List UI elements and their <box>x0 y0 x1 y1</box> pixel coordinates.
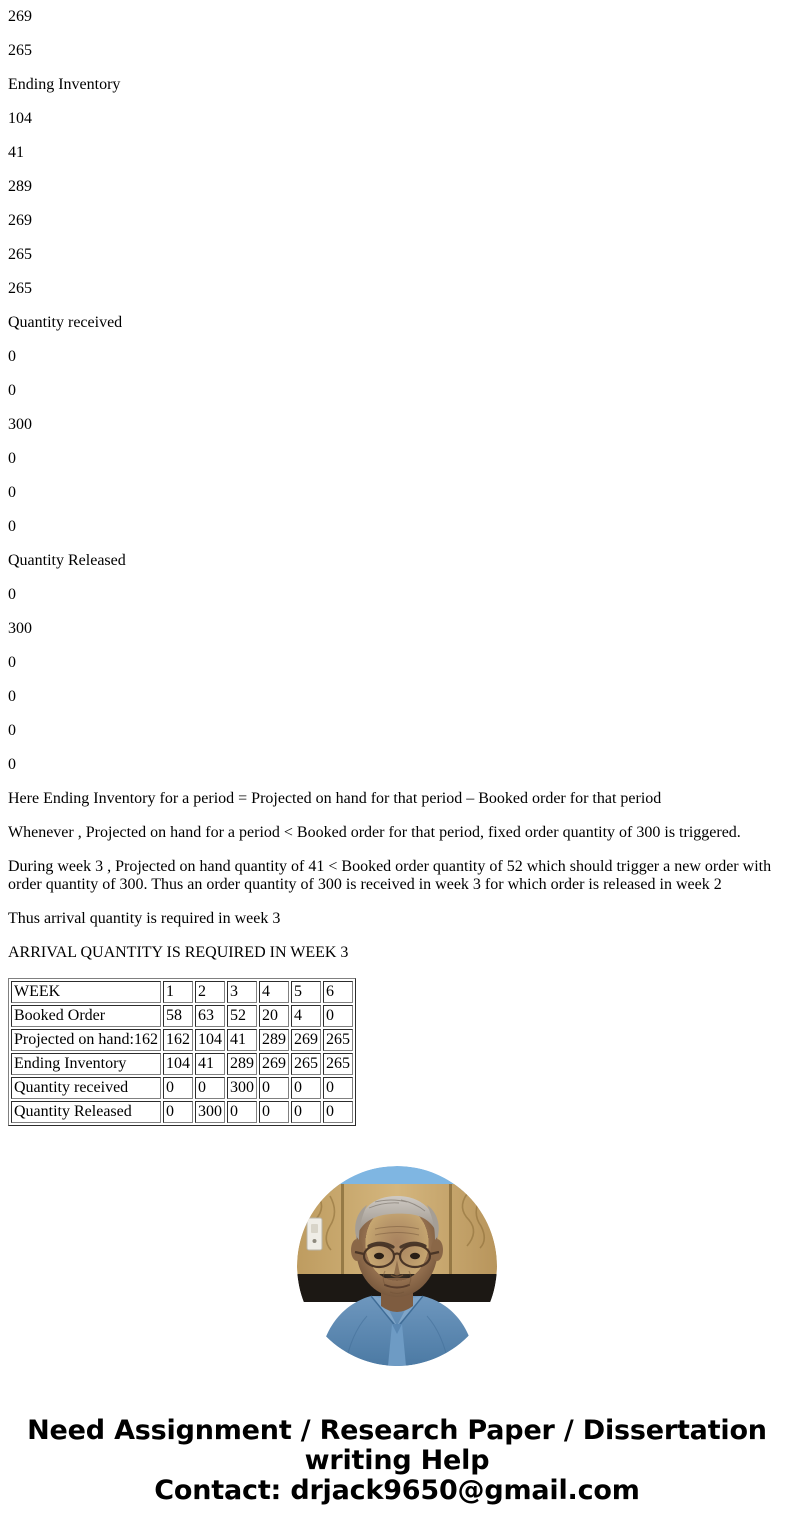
explanation-paragraph: During week 3 , Projected on hand quantity of 41 < Booked order quantity of 52 which should trigger a new order with order quantity of 300. Thus an order quantity of 300 is received in week 3 for which order is released in week 2 <box>8 858 772 893</box>
value-line: 0 <box>8 688 16 705</box>
table-cell: 58 <box>163 1005 193 1027</box>
table-cell: 289 <box>227 1053 257 1075</box>
value-line: 289 <box>8 178 32 195</box>
value-line: 0 <box>8 756 16 773</box>
table-cell: 4 <box>291 1005 321 1027</box>
table-cell: 265 <box>323 1029 353 1051</box>
table-row <box>11 1005 353 1027</box>
table-row <box>11 1077 353 1099</box>
table-cell: 162 <box>163 1029 193 1051</box>
table-cell: 0 <box>163 1101 193 1123</box>
value-line: 265 <box>8 280 32 297</box>
table-cell: 0 <box>291 1077 321 1099</box>
table-cell: 5 <box>291 981 321 1003</box>
table-cell: 104 <box>195 1029 225 1051</box>
table-cell: 0 <box>259 1101 289 1123</box>
table-cell: 63 <box>195 1005 225 1027</box>
value-line: 300 <box>8 416 32 433</box>
table-cell: 6 <box>323 981 353 1003</box>
section-label-ending-inventory: Ending Inventory <box>8 76 121 93</box>
value-line: 0 <box>8 382 16 399</box>
table-cell: 0 <box>163 1077 193 1099</box>
row-label: Quantity Released <box>11 1101 161 1123</box>
promo-line-2: writing Help <box>304 1445 490 1476</box>
value-line: 41 <box>8 144 24 161</box>
table-cell: 20 <box>259 1005 289 1027</box>
promo-contact-line: Contact: drjack9650@gmail.com <box>154 1475 640 1506</box>
promo-footer <box>8 1416 786 1506</box>
table-row <box>11 1029 353 1051</box>
row-label: Booked Order <box>11 1005 161 1027</box>
promo-line-1: Need Assignment / Research Paper / Dissertation <box>27 1415 767 1446</box>
table-cell: 300 <box>195 1101 225 1123</box>
table-cell: 2 <box>195 981 225 1003</box>
value-line: 0 <box>8 654 16 671</box>
value-line: 269 <box>8 212 32 229</box>
row-label: Projected on hand:162 <box>11 1029 161 1051</box>
table-cell: 265 <box>291 1053 321 1075</box>
table-cell: 300 <box>227 1077 257 1099</box>
row-label: WEEK <box>11 981 161 1003</box>
value-line: 0 <box>8 586 16 603</box>
table-cell: 52 <box>227 1005 257 1027</box>
table-cell: 41 <box>195 1053 225 1075</box>
conclusion-statement: ARRIVAL QUANTITY IS REQUIRED IN WEEK 3 <box>8 944 349 961</box>
table-cell: 4 <box>259 981 289 1003</box>
table-cell: 104 <box>163 1053 193 1075</box>
table-cell: 0 <box>227 1101 257 1123</box>
table-cell: 41 <box>227 1029 257 1051</box>
table-cell: 1 <box>163 981 193 1003</box>
value-line: 0 <box>8 722 16 739</box>
value-line: 0 <box>8 450 16 467</box>
section-label-quantity-received: Quantity received <box>8 314 123 331</box>
mrp-table <box>8 978 356 1126</box>
explanation-text <box>8 790 786 962</box>
value-line: 300 <box>8 620 32 637</box>
table-cell: 0 <box>323 1005 353 1027</box>
explanation-paragraph: Thus arrival quantity is required in week 3 <box>8 910 281 927</box>
table-cell: 0 <box>323 1077 353 1099</box>
row-label: Quantity received <box>11 1077 161 1099</box>
inventory-value-list <box>8 8 786 774</box>
table-cell: 269 <box>259 1053 289 1075</box>
table-row <box>11 1053 353 1075</box>
value-line: 0 <box>8 348 16 365</box>
portrait-photo-icon <box>297 1166 497 1366</box>
explanation-paragraph: Whenever , Projected on hand for a period < Booked order for that period, fixed order quantity of 300 is triggered. <box>8 824 741 841</box>
table-cell: 0 <box>259 1077 289 1099</box>
explanation-paragraph: Here Ending Inventory for a period = Projected on hand for that period – Booked order for that period <box>8 790 662 807</box>
table-cell: 0 <box>323 1101 353 1123</box>
table-cell: 289 <box>259 1029 289 1051</box>
table-row <box>11 981 353 1003</box>
table-cell: 3 <box>227 981 257 1003</box>
value-line: 265 <box>8 246 32 263</box>
value-line: 265 <box>8 42 32 59</box>
avatar <box>297 1166 497 1366</box>
value-line: 104 <box>8 110 32 127</box>
table-cell: 0 <box>291 1101 321 1123</box>
value-line: 0 <box>8 484 16 501</box>
mrp-table-body <box>11 981 353 1123</box>
table-cell: 269 <box>291 1029 321 1051</box>
value-line: 269 <box>8 8 32 25</box>
table-cell: 0 <box>195 1077 225 1099</box>
table-row <box>11 1101 353 1123</box>
portrait-container <box>8 1166 786 1366</box>
table-cell: 265 <box>323 1053 353 1075</box>
section-label-quantity-released: Quantity Released <box>8 552 126 569</box>
value-line: 0 <box>8 518 16 535</box>
row-label: Ending Inventory <box>11 1053 161 1075</box>
